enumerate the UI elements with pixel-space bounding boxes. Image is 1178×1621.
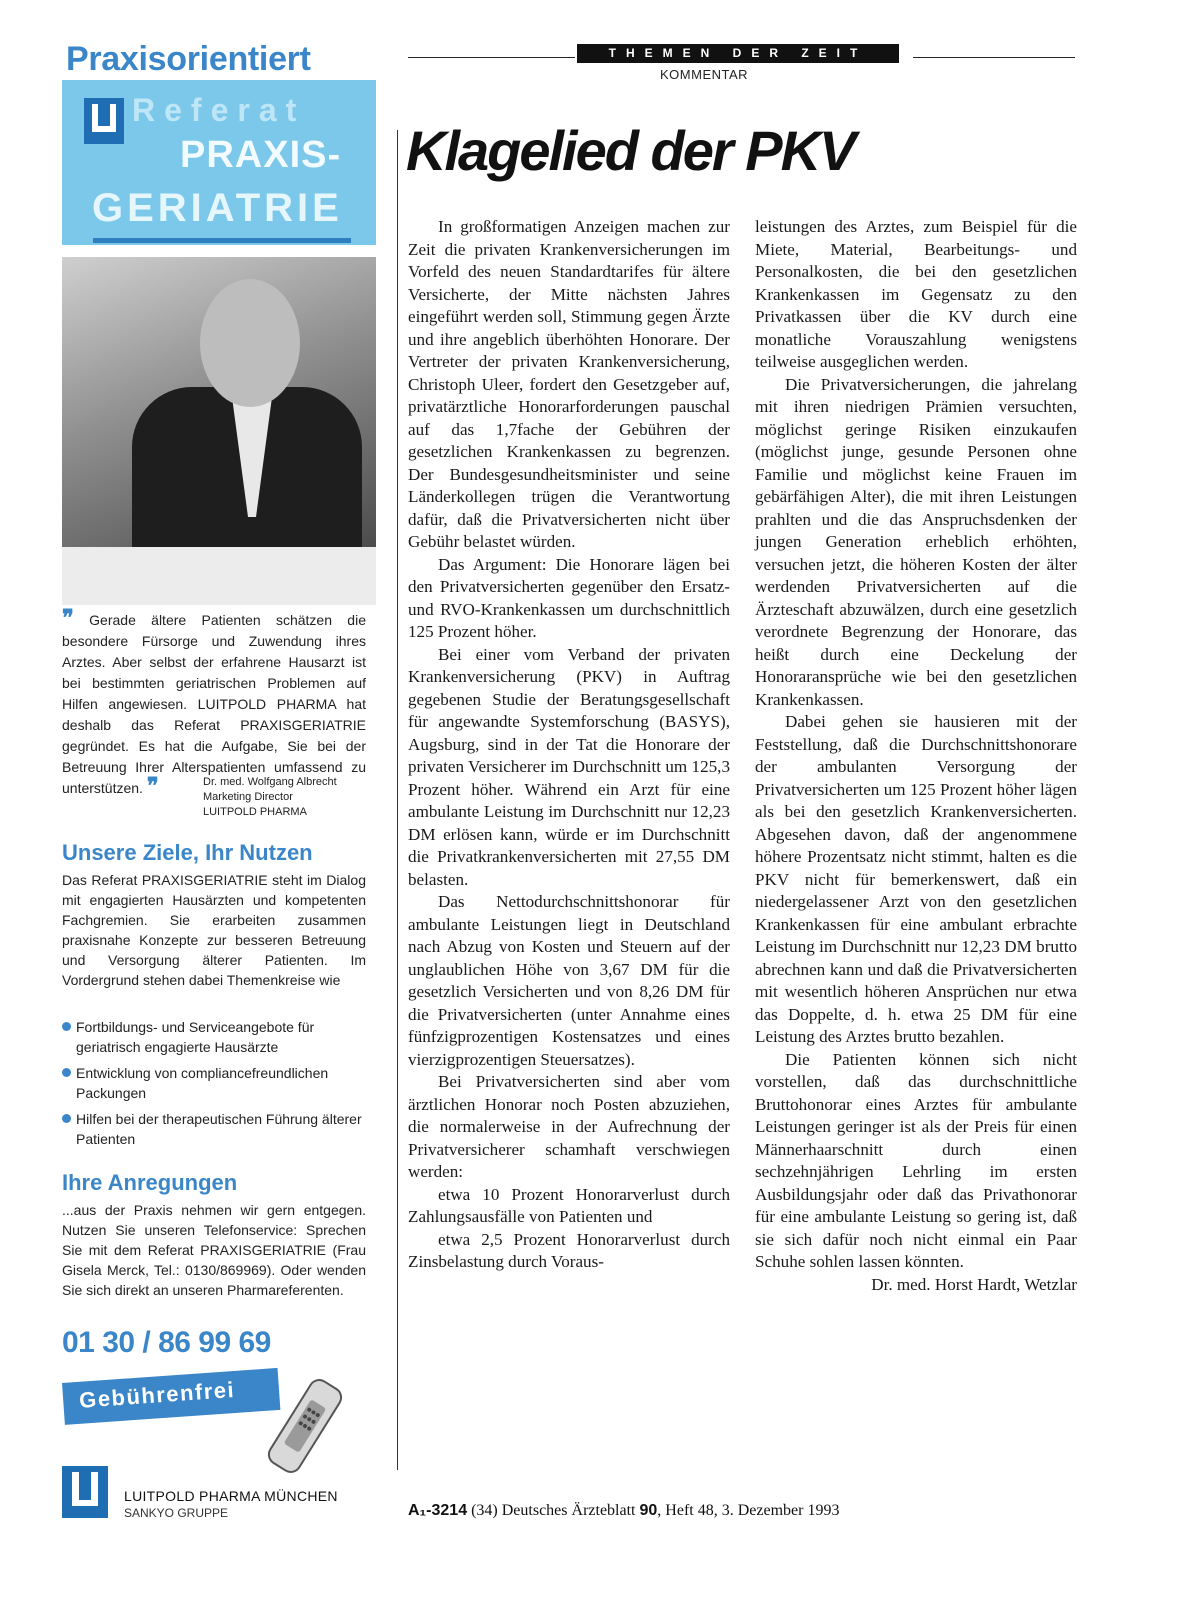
page-footer — [408, 1502, 839, 1520]
paragraph: etwa 10 Prozent Honorarverlust durch Zahlungsausfälle von Patienten und — [408, 1184, 730, 1226]
quote-signature — [203, 775, 337, 820]
section-label: THEMEN DER ZEIT — [577, 44, 899, 63]
column-divider — [397, 130, 398, 1470]
suggestions-text: ...aus der Praxis nehmen wir gern entgegen. Nutzen Sie unseren Telefonservice: Sprechen Sie mit dem Referat PRAXISGERIATRIE (Frau Gisela Merck, Tel.: 0130/869969). Oder wenden Sie sich direkt an unseren Pharmareferenten. — [62, 1202, 366, 1298]
ad-quote — [62, 605, 366, 799]
article-title: Klagelied der PKV — [406, 119, 855, 182]
paragraph: Die Patienten können sich nicht vorstellen, daß das durchschnittliche Bruttohonorar eines Arztes für ambulante Leistungen geringer ist als der Preis für einen Männerhaarschnitt durch einen sechzehnjährigen Lehrling im ersten Ausbildungsjahr oder daß das Privathonorar für eine ambulante Leistung so gering ist, daß sie sich dafür noch nicht einmal ein Paar Schuhe sohlen lassen könnten. — [755, 1049, 1077, 1271]
paragraph: Bei einer vom Verband der privaten Krankenversicherung (PKV) in Auftrag gegebenen Studie der Beratungsgesellschaft für angewandte Systemforschung (BASYS), Augsburg, sind in der Tat die Honorare der privaten Versicherer im Durchschnitt um 125,3 Prozent höher. Während ein Arzt für eine ambulante Leistung im Durchschnitt nur 12,23 DM erlösen kann, würde er im Durchschnitt die Privatkrankenversicherten mit 27,55 DM belasten. — [408, 644, 730, 889]
suggestions-heading: Ihre Anregungen — [62, 1170, 238, 1195]
header-rule-left — [408, 57, 575, 58]
paragraph: leistungen des Arztes, zum Beispiel für die Miete, Material, Bearbeitungs- und Personalkosten, die bei den gesetzlichen Krankenkassen im Gegensatz zu den Privatkassen über die KV durch eine monatliche Vorauszahlung wenigstens teilweise ausgeglichen werden. — [755, 217, 1077, 371]
paragraph: Das Nettodurchschnittshonorar für ambulante Leistungen liegt in Deutschland nach Abzug von Kosten und Steuern auf der unglaublichen Höhe von 3,67 DM für die gesetzlich Versicherten und von 8,26 DM für die Privatversicherten (unter Annahme eines fünfzigprozentigen Kostensatzes und eines vierzigprozentigen Steuersatzes). — [408, 892, 730, 1069]
list-item: Entwicklung von compliancefreundlichen Packungen — [62, 1063, 366, 1103]
paragraph: etwa 2,5 Prozent Honorarverlust durch Zinsbelastung durch Voraus- — [408, 1229, 730, 1271]
logo-praxis-text: PRAXIS- — [180, 134, 342, 176]
signature-name: Dr. med. Wolfgang Albrecht — [203, 776, 337, 788]
quote-close-icon: ❞ — [146, 773, 159, 798]
telephone-handset-icon — [250, 1370, 360, 1480]
bullet-dot-icon — [62, 1022, 71, 1031]
issue-date: , Heft 48, 3. Dezember 1993 — [657, 1502, 840, 1519]
article-column-1 — [408, 216, 730, 1274]
luitpold-footer-logo-icon — [62, 1466, 108, 1518]
goals-text: Das Referat PRAXISGERIATRIE steht im Dialog mit engagierten Hausärzten und kompetenten Fachgremien. Sie erarbeiten zusammen praxisnahe Konzepte zur besseren Betreuung und Versorgung älterer Patienten. Im Vordergrund stehen dabei Themenkreise wie — [62, 872, 366, 988]
goals-list — [62, 1017, 366, 1155]
paragraph: Bei Privatversicherten sind aber vom ärztlichen Honorar noch Posten abzuziehen, die normalerweise in der Aufrechnung der Privatversicherer schamhaft verschwiegen werden: — [408, 1072, 730, 1181]
logo-underline — [93, 238, 351, 243]
quote-text: Gerade ältere Patienten schätzen die besondere Fürsorge und Zuwendung ihres Arztes. Aber selbst der erfahrene Hausarzt ist bei bestimmten geriatrischen Problemen auf Hilfen angewiesen. LUITPOLD PHARMA hat deshalb das Referat PRAXISGERIATRIE gegründet. Es hat die Aufgabe, Sie bei der Betreuung Ihrer Alterspatienten umfassend zu unterstützen. — [62, 612, 366, 796]
company-group: SANKYO GRUPPE — [124, 1506, 229, 1520]
signature-company: LUITPOLD PHARMA — [203, 806, 307, 818]
paragraph: Dabei gehen sie hausieren mit der Feststellung, daß die Durchschnittshonorare der ambulanten Versorgung der Privatversicherten um 125 Prozent höher lägen als bei den gesetzlich Krankenversicherten. Abgesehen davon, daß der angenommene höhere Prozentsatz nicht stimmt, halten es die PKV nicht für bemerkenswert, daß ein niedergelassener Arzt von den gesetzlichen Krankenkassen für eine ambulant erbrachte Leistung im Durchschnitt nur 12,23 DM brutto abrechnen kann und daß die Privatversicherten mit wesentlich höheren Ansprüchen nur etwa das Doppelte, d. h. etwa 25 DM für eine Leistung des Arztes brutto bezahlen. — [755, 712, 1077, 1046]
luitpold-logo-icon — [84, 98, 124, 144]
signature-role: Marketing Director — [203, 791, 293, 803]
toll-free-banner — [62, 1368, 280, 1425]
list-item: Fortbildungs- und Serviceangebote für geriatrisch engagierte Hausärzte — [62, 1017, 366, 1057]
logo-referat-text: Referat — [132, 92, 306, 128]
toll-free-label: Gebührenfrei — [78, 1376, 236, 1413]
bullet-dot-icon — [62, 1114, 71, 1123]
paragraph: Das Argument: Die Honorare lägen bei den Privatversicherten gegenüber den Ersatz- und RVO-Krankenkassen um durchschnittlich 125 Prozent höher. — [408, 554, 730, 641]
ad-headline: Praxisorientiert — [66, 40, 311, 78]
quote-open-icon: ❞ — [62, 605, 74, 630]
page-id: A₁-3214 — [408, 1502, 468, 1519]
logo-geriatrie-text: GERIATRIE — [92, 186, 343, 230]
bullet-dot-icon — [62, 1068, 71, 1077]
portrait-photo — [62, 257, 376, 605]
citation: (34) Deutsches Ärzteblatt — [471, 1502, 636, 1519]
article-kicker: KOMMENTAR — [660, 67, 749, 82]
company-name: LUITPOLD PHARMA MÜNCHEN — [124, 1488, 338, 1504]
article-byline: Dr. med. Horst Hardt, Wetzlar — [871, 1274, 1077, 1294]
volume: 90 — [639, 1502, 658, 1519]
list-item: Hilfen bei der therapeutischen Führung älterer Patienten — [62, 1109, 366, 1149]
article-column-2 — [755, 216, 1077, 1296]
paragraph: In großformatigen Anzeigen machen zur Zeit die privaten Krankenversicherungen im Vorfeld des neuen Standardtarifes für ältere Versicherte, der Mitte nächsten Jahres eingeführt werden soll, Stimmung gegen Ärzte und ihre angeblich überhöhten Honorare. Der Vertreter der privaten Krankenversicherung, Christoph Uleer, fordert den Gesetzgeber auf, privatärztliche Honorarforderungen pauschal auf das 1,7fache der Gebühren der gesetzlichen Krankenkassen zu begrenzen. Der Bundesgesundheitsminister und seine Länderkollegen trügen die Verantwortung dafür, daß die Privatversicherten nicht über Gebühr belastet würden. — [408, 217, 730, 551]
goals-heading: Unsere Ziele, Ihr Nutzen — [62, 840, 313, 865]
phone-number: 01 30 / 86 99 69 — [62, 1326, 271, 1359]
paragraph: Die Privatversicherungen, die jahrelang mit ihren niedrigen Prämien versuchten, möglichst geringe Risiken einzukaufen (möglichst junge, gesunde Personen ohne Familie und möglichst keine Frauen im gebärfähigen Alter), die mit ihren Leistungen prahlten und die das Anspruchsdenken der jungen Generation erheblich erhöhten, versuchen jetzt, die höheren Kosten der älter werdenden Privatversicherten auf die Ärzteschaft abzuwälzen, durch eine gesetzlich verordnete Begrenzung der Honorare, das heißt durch eine Deckelung der Honoraransprüche wie bei den gesetzlichen Krankenkassen. — [755, 374, 1077, 709]
header-rule-right — [913, 57, 1075, 58]
